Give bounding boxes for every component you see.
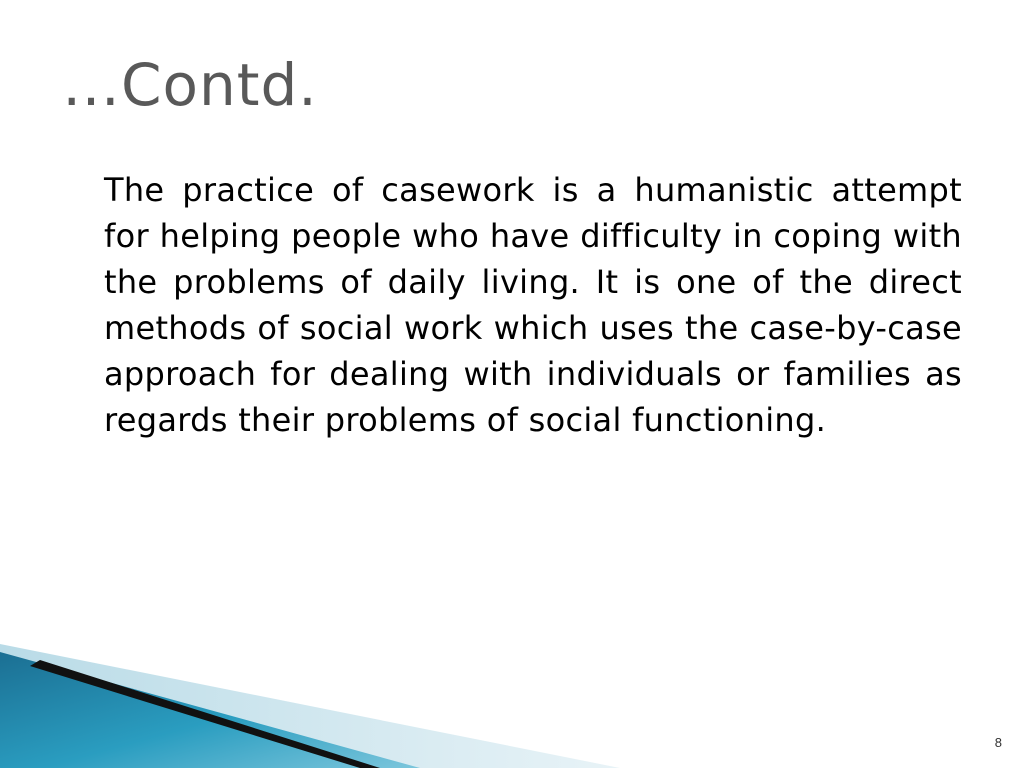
page-number: 8 <box>994 735 1002 750</box>
slide-body-text: The practice of casework is a humanistic attempt for helping people who have difficulty in coping with the problems of daily living. It is one of the direct methods of social work which uses the case-by-case approach for dealing with individuals or families as regards their problems of social functioning. <box>104 171 962 439</box>
slide-title: …Contd. <box>62 51 318 119</box>
corner-decoration <box>0 630 620 768</box>
